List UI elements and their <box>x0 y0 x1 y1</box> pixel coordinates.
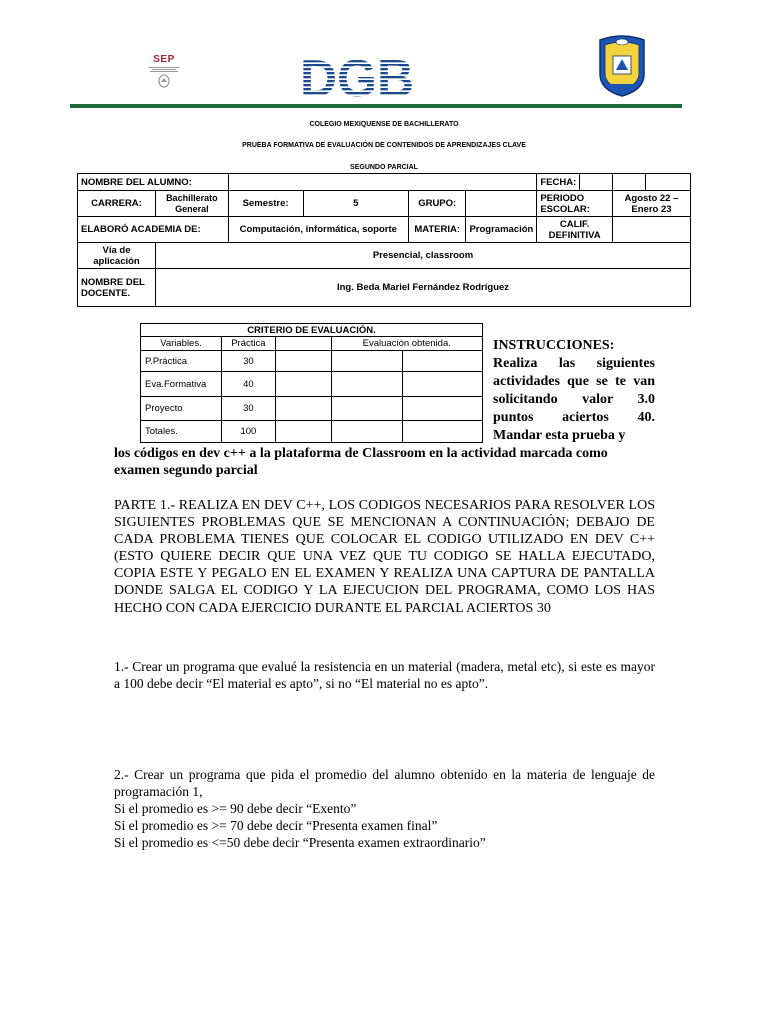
materia-value: Programación <box>466 217 537 243</box>
instructions-heading: INSTRUCCIONES: <box>493 338 615 353</box>
sep-logo-text: SEP <box>153 54 175 65</box>
exam-title: PRUEBA FORMATIVA DE EVALUACIÓN DE CONTENIDOS DE APRENDIZAJES CLAVE <box>242 142 526 149</box>
criteria-row <box>141 372 483 397</box>
criteria-row-label: P.Práctica <box>141 351 222 372</box>
problem-2 <box>114 766 655 851</box>
grupo-field[interactable] <box>466 191 537 217</box>
carrera-value: Bachillerato General <box>156 191 229 217</box>
criteria-col-obtenida: Evaluación obtenida. <box>331 337 482 351</box>
criteria-row-label: Proyecto <box>141 397 222 421</box>
problem-1: 1.- Crear un programa que evalué la resistencia en un material (madera, metal etc), si este es mayor a 100 debe decir “El material es apto”, si no “El material no es apto”. <box>114 659 655 691</box>
criteria-row <box>141 397 483 421</box>
docente-label: NOMBRE DEL DOCENTE. <box>78 269 156 307</box>
criteria-row-value: 30 <box>221 397 275 421</box>
partial-name: SEGUNDO PARCIAL <box>350 164 418 171</box>
via-label: Vía de aplicación <box>78 243 156 269</box>
criteria-table <box>140 323 483 443</box>
elaboro-value: Computación, informática, soporte <box>228 217 408 243</box>
semestre-label: Semestre: <box>228 191 303 217</box>
via-value: Presencial, classroom <box>156 243 691 269</box>
criteria-row-value: 100 <box>221 421 275 443</box>
criteria-row <box>141 351 483 372</box>
fecha-field[interactable] <box>580 174 691 191</box>
eagle-emblem-icon <box>157 73 171 89</box>
elaboro-label: ELABORÓ ACADEMIA DE: <box>78 217 229 243</box>
nombre-label: NOMBRE DEL ALUMNO: <box>78 174 229 191</box>
sep-logo-lines <box>138 67 190 72</box>
instructions-box <box>493 337 655 445</box>
grupo-label: GRUPO: <box>408 191 466 217</box>
criteria-row <box>141 421 483 443</box>
criteria-row-label: Eva.Formativa <box>141 372 222 397</box>
dgb-logo <box>298 52 416 100</box>
carrera-label: CARRERA: <box>78 191 156 217</box>
periodo-value: Agosto 22 – Enero 23 <box>612 191 690 217</box>
dgb-logo-text: DGB <box>300 52 414 100</box>
student-info-table <box>77 173 691 307</box>
criteria-col-variables: Variables. <box>141 337 222 351</box>
header-divider <box>70 104 682 108</box>
parte1-instructions: PARTE 1.- REALIZA EN DEV C++, LOS CODIGOS NECESARIOS PARA RESOLVER LOS SIGUIENTES PROBLEMAS QUE SE MENCIONAN A CONTINUACIÓN; DEBAJO DE CADA PROBLEMA TIENES QUE COLOCAR EL CODIGO UTILIZADO EN DEV C++ (ESTO QUIERE DECIR QUE UNA VEZ QUE TU CODIGO SE HALLA EJECUTADO, COPIA ESTE Y PEGALO EN EL EXAMEN Y REALIZA UNA CAPTURA DE PANTALLA DONDE SALGA EL CODIGO Y LA EJECUCION DEL PROGRAMA, COMO LOS HAS HECHO CON CADA EJERCICIO DURANTE EL PARCIAL ACIERTOS 30 <box>114 498 655 616</box>
materia-label: MATERIA: <box>408 217 466 243</box>
problem-2-line-3: Si el promedio es <=50 debe decir “Presenta examen extraordinario” <box>114 835 486 850</box>
docente-value: Ing. Beda Mariel Fernández Rodríguez <box>156 269 691 307</box>
calif-label: CALIF. DEFINITIVA <box>537 217 613 243</box>
problem-2-line-2: Si el promedio es >= 70 debe decir “Presenta examen final” <box>114 818 438 833</box>
criteria-row-value: 30 <box>221 351 275 372</box>
calif-field[interactable] <box>612 217 690 243</box>
institution-name: COLEGIO MEXIQUENSE DE BACHILLERATO <box>309 121 459 128</box>
shield-logo <box>596 34 648 98</box>
criteria-col-practica: Práctica <box>221 337 275 351</box>
criteria-title: CRITERIO DE EVALUACIÓN. <box>141 324 483 337</box>
nombre-field[interactable] <box>228 174 537 191</box>
criteria-row-label: Totales. <box>141 421 222 443</box>
problem-2-line-1: Si el promedio es >= 90 debe decir “Exento” <box>114 801 357 816</box>
semestre-value: 5 <box>303 191 408 217</box>
instructions-text: Realiza las siguientes actividades que se te van solicitando valor 3.0 puntos aciertos 40. Mandar esta prueba y <box>493 356 655 443</box>
fecha-label: FECHA: <box>537 174 580 191</box>
instructions-continuation: los códigos en dev c++ a la plataforma de Classroom en la actividad marcada como examen segundo parcial <box>114 446 608 478</box>
sep-logo <box>138 54 190 100</box>
problem-2-intro: 2.- Crear un programa que pida el promedio del alumno obtenido en la materia de lenguaje de programación 1, <box>114 767 655 799</box>
criteria-row-value: 40 <box>221 372 275 397</box>
periodo-label: PERIODO ESCOLAR: <box>537 191 613 217</box>
